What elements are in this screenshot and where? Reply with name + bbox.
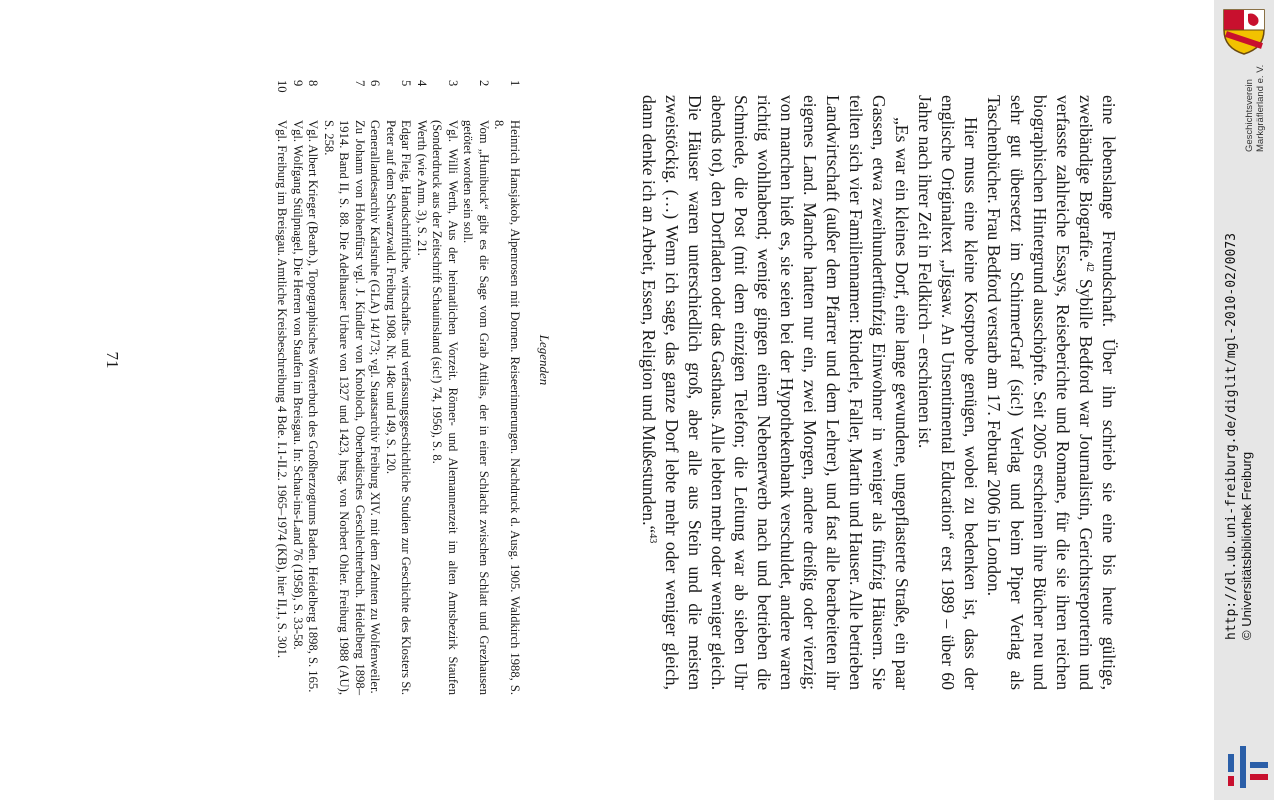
publisher-line-2: Markgräflerland e. V.: [1255, 64, 1266, 152]
footnote-item: [305, 80, 321, 695]
footnote-item: [460, 80, 491, 695]
permalink-url[interactable]: http://dl.ub.uni-freiburg.de/diglit/mgl-2010-02/0073: [1224, 233, 1239, 640]
footnote-text: Vgl. Freiburg im Breisgau. Amtliche Kreisbeschreibung 4 Bde. I.1-II.2. 1965–1974 (KB), hier II,1, S. 301.: [275, 120, 290, 659]
footnote-text: Heinrich Hansjakob, Alpenrosen mit Dornen. Reiseerinnerungen. Nachdruck d. Ausg. 1905. Waldkirch 1988, S. 8.: [492, 120, 522, 695]
publisher-line-1: Geschichtsverein: [1244, 79, 1255, 152]
footnote-number: 8: [306, 80, 321, 87]
footnote-text: Edgar Fleig, Handschriftliche, wirtschafts- und verfassungsgeschichtliche Studien zur Geschichte des Klosters St. Peter auf dem Schwarzwald. Freiburg 1908. Nr. 148c und 149, S. 120.: [384, 120, 414, 695]
footnote-number: 4: [415, 80, 429, 87]
footnote-ref-42[interactable]: 42: [1083, 261, 1095, 272]
footnote-text: Werth (wie Anm. 3), S. 21.: [415, 120, 429, 256]
main-text: [637, 95, 1120, 690]
paragraph-3-text: „Es war ein kleines Dorf, eine lange gewundene, ungepflasterte Straße, ein paar Gassen, etwa zweihundertfünfzig Einwohner in weniger als fünfzig Häusern. Sie teilten sich vier Familiennamen: Rinderle, Faller, Martin und Hauser. Alle betrieben Landwirtschaft (außer dem Pfarrer und dem Lehrer), und fast alle bearbeiteten ihr eigenes Land. Manche hatten nur ein, zwei Morgen, andere dreißig oder vierzig; von manchen hieß es, sie seien bei der Hypothekenbank verschuldet, andere waren richtig wohlhabend; wenige gingen einem Nebenerwerb nach und betrieben die Schmiede, die Post (mit dem einzigen Telefon; die Leitung war ab sieben Uhr abends tot), den Dorfladen oder das Gasthaus. Alle lebten mehr oder weniger gleich. Die Häuser waren unterschiedlich groß, aber alle aus Stein und die meisten zweistöckig. (…) Wenn ich sage, das ganze Dorf lebte mehr oder weniger gleich, dann denke ich an Arbeit, Essen, Religion und Mußestunden.“: [639, 95, 912, 690]
footnote-ref-43[interactable]: 43: [646, 533, 658, 544]
footnote-item: [429, 80, 460, 695]
footnote-item: [290, 80, 306, 695]
footnote-item: [274, 80, 290, 695]
footnote-text: Vgl. Albert Krieger (Bearb.), Topographisches Wörterbuch des Großherzogtums Baden. Heidelberg 1898, S. 165.: [306, 120, 321, 693]
footnote-number: 3: [446, 80, 460, 87]
footnote-text: Generallandesarchiv Karlsruhe (GLA) 14/173; vgl. Staatsarchiv Freiburg XIV. mit dem Zehnten zu Wolfenweiler.: [368, 120, 383, 694]
paragraph-1: [982, 95, 1120, 690]
footnote-item: [367, 80, 383, 695]
footnote-number: 1: [508, 80, 522, 87]
legend-heading: Legenden: [537, 334, 552, 386]
footnote-number: 10: [275, 80, 290, 93]
footnote-item: [383, 80, 414, 695]
footnote-text: Vgl. Willi Werth, Aus der heimatlichen Vorzeit. Römer- und Alemannenzeit im alten Amtsbezirk Staufen (Sonderdruck aus der Zeitschrift Schauinsland (sic!) 74, 1956), S. 8.: [430, 120, 460, 695]
footnote-number: 6: [368, 80, 383, 87]
ub-freiburg-logo-icon: [1226, 744, 1270, 790]
footnote-number: 9: [291, 80, 305, 87]
footnote-item: [321, 80, 368, 695]
page-number: 71: [103, 351, 122, 369]
footnote-number: 5: [399, 80, 414, 87]
footnote-number: 2: [477, 80, 491, 87]
paragraph-3: [637, 95, 913, 690]
footnote-item: [414, 80, 430, 695]
footnote-text: Zu Johann von Hohenfürst vgl. J. Kindler von Knobloch, Oberbadisches Geschlechterbuch. Heidelberg 1898–1914. Band II, S. 88. Die Adelhauser Urbare von 1327 und 1423, hrsg. von Norbert Ohler. Freiburg 1988 (AU), S. 258.: [322, 120, 367, 695]
ub-logo-graphic: [1226, 744, 1270, 790]
paragraph-1-text: eine lebenslange Freundschaft. Über ihn schrieb sie eine bis heute gültige, zweibändige Biografie.: [1076, 95, 1119, 690]
copyright-notice: © Universitätsbibliothek Freiburg: [1239, 451, 1254, 640]
paragraph-1-cont: Sybille Bedford war Journalistin, Gerichtsreporterin und verfasste zahlreiche Essays, Reiseberichte und Romane, für die sie ihren reichen biographischen Hintergrund ausschöpfte. Seit 2005 erscheinen ihre Bücher neu und sehr gut übersetzt im SchirmerGraf (sic!) Verlag und beim Piper Verlag als Taschenbücher. Frau Bedford verstarb am 17. Februar 2006 in London.: [984, 95, 1096, 690]
footnote-list: [274, 80, 522, 695]
footnote-text: Vgl. Wolfgang Stülpnagel, Die Herren von Staufen im Breisgau. In: Schau-ins-Land 76 (1958), S. 33-58.: [291, 120, 305, 650]
footnote-number: 7: [353, 80, 367, 87]
paragraph-2: Hier muss eine kleine Kostprobe genügen, wobei zu bedenken ist, dass der englische Originaltext „Jigsaw. An Unsentimental Education“ erst 1989 – über 60 Jahre nach ihrer Zeit in Feldkirch – erschienen ist.: [915, 95, 981, 690]
footnote-text: Vom „Hunibuck“ gibt es die Sage vom Grab Attilas, der in einer Schlacht zwischen Schlatt und Grezhausen getötet worden sein soll.: [461, 120, 491, 695]
footnote-item: [491, 80, 522, 695]
